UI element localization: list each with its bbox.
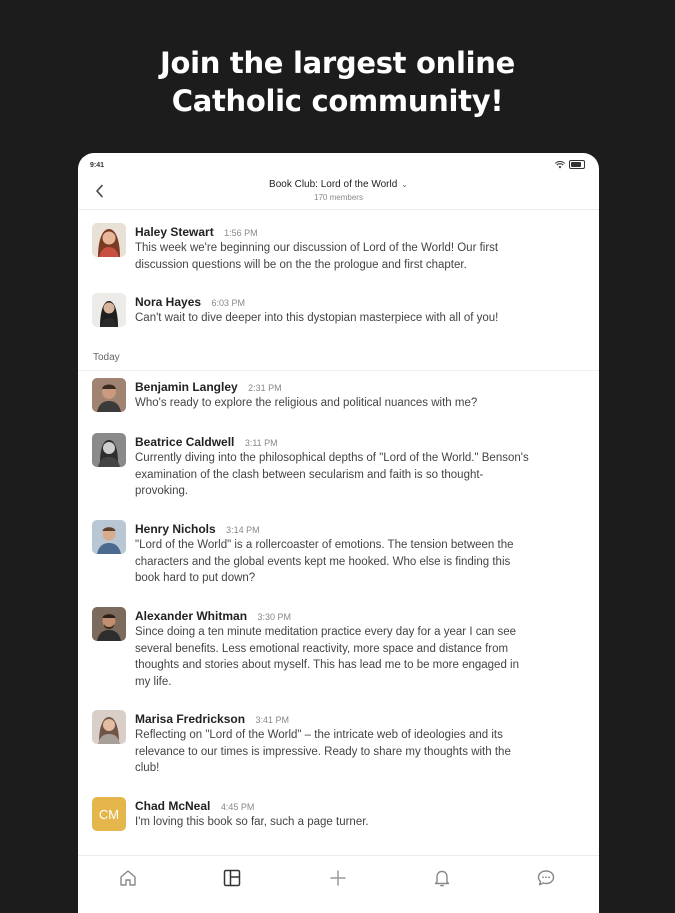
- user-photo: [92, 378, 126, 412]
- user-photo: [92, 710, 126, 744]
- message-time: 3:41 PM: [255, 715, 290, 725]
- bell-icon: [432, 868, 452, 888]
- user-photo: [92, 520, 126, 554]
- message-time: 2:31 PM: [248, 383, 282, 393]
- message-time: 3:11 PM: [244, 438, 278, 448]
- author-name[interactable]: Nora Hayes: [135, 295, 202, 309]
- status-time: 9:41: [90, 162, 105, 169]
- tab-messages[interactable]: [534, 866, 558, 890]
- avatar[interactable]: [92, 607, 126, 641]
- message-header: [135, 797, 254, 815]
- tab-spaces[interactable]: [220, 866, 244, 890]
- message-text: Can't wait to dive deeper into this dystopian masterpiece with all of you!: [135, 312, 499, 324]
- user-photo: [92, 607, 126, 641]
- author-name[interactable]: Haley Stewart: [135, 225, 214, 239]
- author-name[interactable]: Chad McNeal: [135, 799, 211, 813]
- message-text: Who's ready to explore the religious and political nuances with me?: [135, 397, 478, 409]
- chat-header: [78, 175, 599, 210]
- headline-line-1: Join the largest online: [160, 46, 515, 80]
- message-header: [135, 433, 278, 451]
- headline-line-2: Catholic community!: [171, 84, 504, 118]
- group-title-button[interactable]: [78, 179, 599, 190]
- author-name[interactable]: Marisa Fredrickson: [135, 712, 246, 726]
- tab-notifications[interactable]: [430, 866, 454, 890]
- avatar[interactable]: [92, 433, 126, 467]
- home-icon: [118, 868, 138, 888]
- member-count[interactable]: 170 members: [314, 193, 363, 202]
- user-photo: [92, 223, 126, 257]
- promo-headline: [0, 44, 675, 120]
- avatar[interactable]: [92, 378, 126, 412]
- avatar[interactable]: [92, 520, 126, 554]
- message-time: 4:45 PM: [220, 802, 255, 812]
- message-header: [135, 293, 245, 311]
- message-header: [135, 378, 282, 396]
- group-title: Book Club: Lord of the World: [269, 179, 398, 190]
- day-label: Today: [93, 352, 120, 363]
- user-photo: [92, 433, 126, 467]
- chat-bubble-icon: [536, 868, 556, 888]
- battery-icon: [569, 160, 585, 169]
- day-divider: [78, 352, 599, 371]
- spaces-grid-icon: [222, 868, 242, 888]
- message-time: 3:14 PM: [226, 525, 260, 535]
- message-time: 1:56 PM: [224, 228, 258, 238]
- author-name[interactable]: Alexander Whitman: [135, 609, 248, 623]
- plus-icon: [328, 868, 348, 888]
- message-header: [135, 710, 289, 728]
- author-name[interactable]: Henry Nichols: [135, 522, 216, 536]
- user-photo: [92, 293, 126, 327]
- message-header: [135, 607, 291, 625]
- author-name[interactable]: Beatrice Caldwell: [135, 435, 235, 449]
- message-header: [135, 223, 258, 241]
- status-bar: [78, 153, 599, 173]
- avatar[interactable]: [92, 223, 126, 257]
- message-text: Since doing a ten minute meditation practice every day for a year I can see several benefits. Less emotional reactivity, more space and distance from thoughts and stories about myself. This has lead me to be more engaged in my life.: [135, 626, 519, 688]
- author-name[interactable]: Benjamin Langley: [135, 380, 238, 394]
- avatar[interactable]: [92, 293, 126, 327]
- message-text: I'm loving this book so far, such a page turner.: [135, 816, 369, 828]
- wifi-icon: [555, 161, 565, 169]
- chevron-down-icon: ⌄: [401, 180, 408, 189]
- message-time: 6:03 PM: [211, 298, 246, 308]
- tab-home[interactable]: [116, 866, 140, 890]
- message-text: This week we're beginning our discussion of Lord of the World! Our first discussion questions will be on the the prologue and first chapter.: [135, 242, 499, 271]
- avatar-initials: CM: [92, 797, 126, 831]
- message-header: [135, 520, 260, 538]
- avatar[interactable]: [92, 710, 126, 744]
- tablet-screen: [78, 153, 599, 913]
- message-text: "Lord of the World" is a rollercoaster of emotions. The tension between the characters and the global events kept me hooked. Who else is finding this book hard to put down?: [135, 539, 514, 584]
- tab-create[interactable]: [326, 866, 350, 890]
- bottom-tab-bar: [78, 855, 599, 913]
- message-text: Reflecting on "Lord of the World" – the intricate web of ideologies and its relevance to our times is impressive. Ready to share my thoughts with the club!: [135, 729, 511, 774]
- message-time: 3:30 PM: [257, 612, 292, 622]
- message-text: Currently diving into the philosophical depths of "Lord of the World." Benson's examination of the clash between secularism and faith is so thought- provoking.: [135, 452, 529, 497]
- status-icons: [555, 160, 585, 169]
- avatar[interactable]: [92, 797, 126, 831]
